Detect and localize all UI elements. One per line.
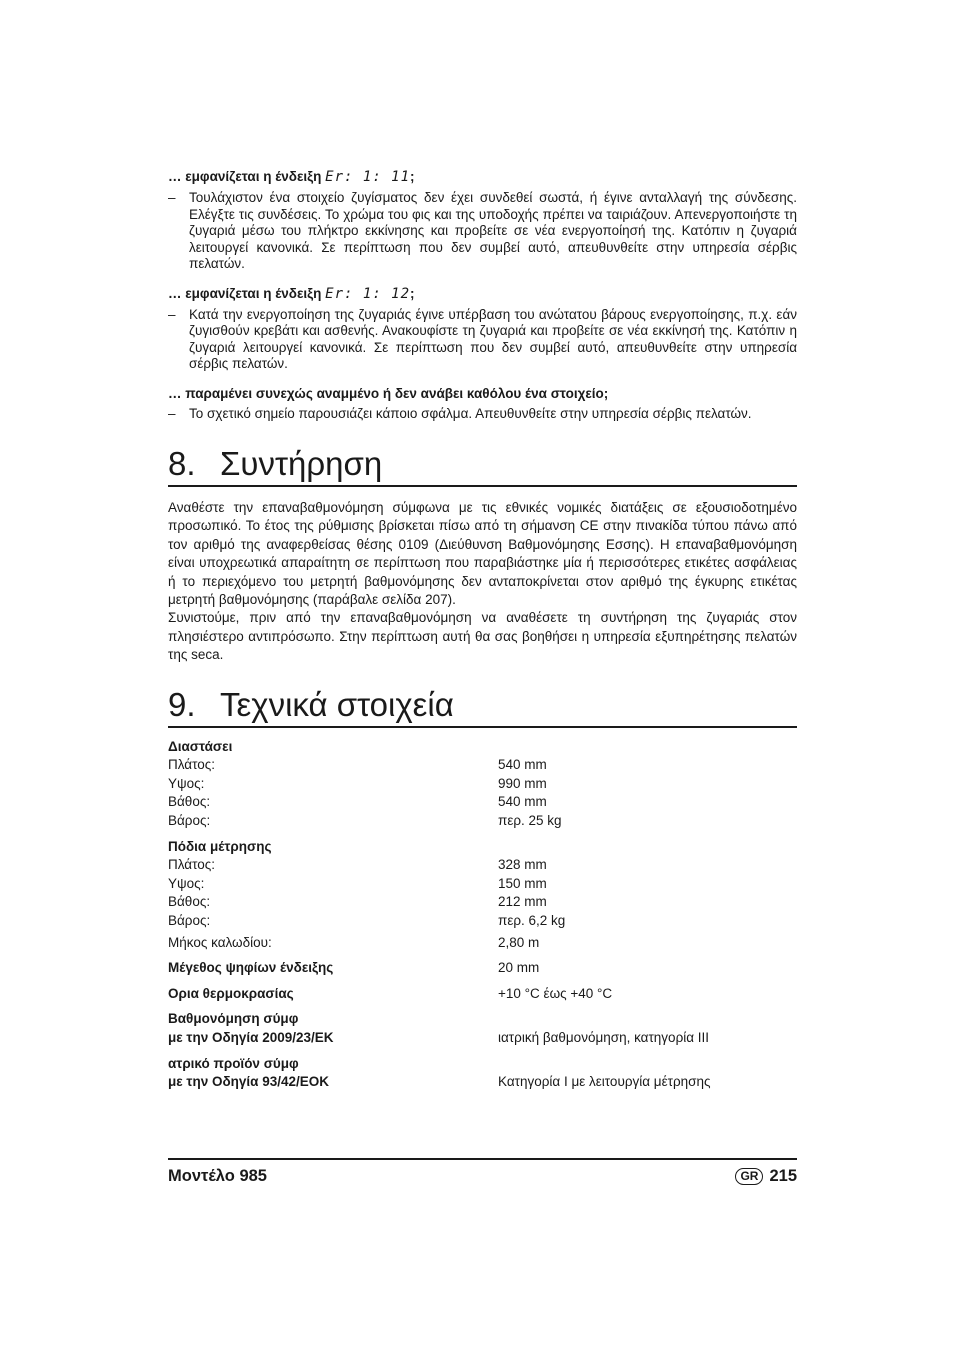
spec-value: Κατηγορία I με λειτουργία μέτρησης (498, 1074, 711, 1090)
bullet-item (168, 406, 797, 423)
spec-label: Βάρος: (168, 813, 211, 829)
spec-row (168, 756, 797, 775)
spec-value: 2,80 m (498, 934, 540, 950)
spec-label: Πλάτος: (168, 857, 216, 873)
bullet-text: Τουλάχιστον ένα στοιχείο ζυγίσματος δεν έχει συνδεθεί σωστά, ή έγινε ανταλλαγή της σύνδεσης. Ελέγξτε τις συνδέσεις. Το χρώμα του φις και της υποδοχής πρέπει να ταιριάζουν. Απενεργοποιήστε τη ζυγαριά μέσω του πλήκτρο εκκίνησης και προβείτε σε νέα ενεργοποίησή της. Κατόπιν η ζυγαριά λειτουργεί κανονικά. Σε περίπτωση που δεν συμβεί αυτό, απευθυνθείτε στην υπηρεσία σέρβις πελατών. (189, 190, 797, 271)
spec-label: Βάρος: (168, 913, 211, 928)
spec-label: Μήκος καλωδίου: (168, 934, 272, 950)
troubleshooting-heading (168, 285, 797, 303)
page-number: 215 (769, 1167, 797, 1185)
troubleshooting-heading (168, 168, 797, 186)
spec-label: Βάθος: (168, 894, 211, 910)
troubleshooting-item (168, 168, 797, 273)
spec-value: 540 mm (498, 757, 547, 773)
bullet-text: Κατά την ενεργοποίηση της ζυγαριάς έγινε υπέρβαση του ανώτατου βάρους ενεργοποίησης, π.χ. εάν ζυγισθούν κρεβάτι και ασθενής. Ανακουφίστε τη ζυγαριά και προβείτε σε νέα εκκίνησή της. Κατόπιν η ζυγαριά λειτουργεί κανονικά. Σε περίπτωση που δεν συμβεί αυτό, απευθυνθείτε στην υπηρεσία σέρβις πελατών. (189, 306, 797, 371)
spec-value: περ. 6,2 kg (498, 913, 566, 928)
spec-row-temperature (168, 985, 797, 1004)
body-paragraph: Αναθέστε την επαναβαθμονόμηση σύμφωνα με τις εθνικές νομικές διατάξεις σε εξουσιοδοτημένο προσωπικό. Το έτος της ρύθμισης βρίσκεται πίσω από τη σήμανση CE στην πινακίδα τύπου πάνω από τον αριθμό της αναφερθείσας θέσης 0109 (Διεύθυνση Βαθμονόμησης Εσσης). Η επαναβαθμονόμηση είναι υποχρεωτικά απαραίτητη σε περίπτωση που παραβιάστηκε μία ή περισσότερες ετικέτες ασφάλειας ή το περιεχόμενο του μετρητή βαθμονόμησης δεν ανταποκρίνεται στον αριθμό της έγκυρης ετικέτας μετρητή βαθμονόμησης (παράβαλε σελίδα 207). (168, 500, 797, 608)
spec-label: Βάθος: (168, 794, 211, 810)
spec-value: περ. 25 kg (498, 813, 562, 829)
spec-row (168, 875, 797, 894)
spec-row (168, 856, 797, 875)
troubleshooting-heading (168, 385, 797, 402)
error-code: Er: 1: 11 (325, 169, 411, 185)
language-badge: GR (735, 1168, 763, 1185)
spec-row (168, 912, 797, 931)
section-title: Συντήρηση (220, 445, 383, 482)
spec-value: 212 mm (498, 894, 547, 910)
spec-label: Υψος: (168, 875, 205, 891)
spec-label: με την Οδηγία 2009/23/ΕΚ (168, 1029, 334, 1045)
spec-label: ατρικό προϊόν σύμφ (168, 1055, 299, 1071)
error-code: Er: 1: 12 (325, 285, 411, 302)
spec-value: ιατρική βαθμονόμηση, κατηγορία III (498, 1029, 710, 1045)
spec-label: με την Οδηγία 93/42/ΕΟΚ (168, 1074, 329, 1090)
bullet-dash: – (168, 190, 176, 205)
footer-page-info (735, 1167, 797, 1186)
spec-label: Υψος: (168, 775, 205, 791)
spec-group-title: Διαστάσει (168, 738, 233, 754)
spec-label: Βαθμονόμηση σύμφ (168, 1011, 299, 1027)
section-number: 9. (168, 685, 196, 723)
spec-value: +10 °C έως +40 °C (498, 985, 613, 1001)
spec-row (168, 1029, 797, 1048)
section-heading-maintenance (168, 444, 797, 487)
spec-group-feet (168, 838, 797, 953)
spec-value: 150 mm (498, 875, 547, 891)
heading-text: … παραμένει συνεχώς αναμμένο ή δεν ανάβει καθόλου ένα στοιχείο; (168, 385, 609, 401)
bullet-dash: – (168, 405, 176, 421)
spec-row (168, 812, 797, 831)
section-title: Τεχνικά στοιχεία (220, 685, 454, 723)
spec-row-digit-size (168, 959, 797, 978)
spec-row-medical-product (168, 1055, 797, 1092)
spec-row (168, 793, 797, 812)
bullet-dash: – (168, 306, 176, 322)
spec-row-calibration (168, 1010, 797, 1047)
page-footer (168, 1158, 797, 1186)
spec-row (168, 775, 797, 794)
spec-row (168, 893, 797, 912)
troubleshooting-item (168, 385, 797, 423)
spec-label: Μέγεθος ψηφίων ένδειξης (168, 960, 334, 976)
section-number: 8. (168, 445, 196, 482)
heading-text: … εμφανίζεται η ένδειξη (168, 285, 322, 301)
heading-suffix: ; (410, 169, 415, 184)
section-heading-technical-data (168, 685, 797, 728)
spec-value: 990 mm (498, 775, 547, 791)
body-paragraph: Συνιστούμε, πριν από την επαναβαθμονόμηση να αναθέσετε τη συντήρηση της ζυγαριάς στον πλησιέστερο αντιπρόσωπο. Στην περίπτωση αυτή θα σας βοηθήσει η υπηρεσία εξυπηρέτησης πελατών της seca. (168, 610, 797, 663)
bullet-item (168, 307, 797, 373)
spec-row (168, 1073, 797, 1092)
spec-label: Πλάτος: (168, 757, 216, 773)
footer-model: Μοντέλο 985 (168, 1167, 267, 1185)
spec-value: 328 mm (498, 857, 547, 873)
heading-suffix: ; (410, 285, 415, 301)
spec-label: Ορια θερμοκρασίας (168, 985, 294, 1001)
troubleshooting-item (168, 285, 797, 373)
spec-group-dimensions (168, 738, 797, 831)
bullet-item (168, 190, 797, 273)
spec-row (168, 934, 797, 953)
spec-value: 540 mm (498, 794, 547, 810)
spec-value: 20 mm (498, 960, 540, 976)
spec-group-title: Πόδια μέτρησης (168, 838, 272, 854)
page-content (168, 168, 797, 1092)
bullet-text: Το σχετικό σημείο παρουσιάζει κάποιο σφάλμα. Απευθυνθείτε στην υπηρεσία σέρβις πελατών. (189, 405, 752, 421)
heading-text: … εμφανίζεται η ένδειξη (168, 169, 322, 184)
